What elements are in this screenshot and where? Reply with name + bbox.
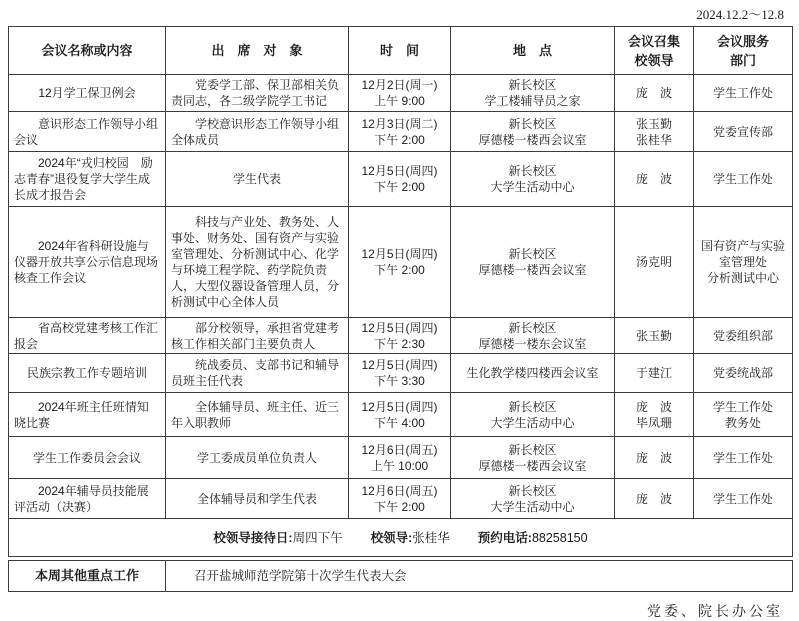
attendees-cell: 全体辅导员和学生代表 bbox=[166, 479, 349, 519]
table-row bbox=[9, 318, 793, 354]
time-cell: 12月3日(周二) 下午 2:00 bbox=[349, 112, 451, 152]
location-cell: 生化教学楼四楼西会议室 bbox=[451, 354, 615, 393]
location-cell: 新长校区 厚德楼一楼西会议室 bbox=[451, 207, 615, 318]
departments-cell: 学生工作处 bbox=[694, 479, 793, 519]
table-row bbox=[9, 393, 793, 437]
column-header: 时 间 bbox=[349, 27, 451, 75]
location-cell: 新长校区 大学生活动中心 bbox=[451, 152, 615, 207]
reception-row bbox=[9, 519, 793, 557]
table-row bbox=[9, 75, 793, 112]
attendees-cell: 全体辅导员、班主任、近三年入职教师 bbox=[166, 393, 349, 437]
leaders-cell: 汤克明 bbox=[615, 207, 694, 318]
time-cell: 12月5日(周四) 下午 2:00 bbox=[349, 207, 451, 318]
leaders-cell: 张玉勤 张桂华 bbox=[615, 112, 694, 152]
leaders-cell: 张玉勤 bbox=[615, 318, 694, 354]
meeting-name-cell: 省高校党建考核工作汇报会 bbox=[9, 318, 166, 354]
meeting-rows bbox=[9, 75, 793, 519]
leaders-cell: 庞 波 bbox=[615, 437, 694, 479]
table-row bbox=[9, 479, 793, 519]
location-cell: 新长校区 厚德楼一楼东会议室 bbox=[451, 318, 615, 354]
column-header: 地 点 bbox=[451, 27, 615, 75]
location-cell: 新长校区 学工楼辅导员之家 bbox=[451, 75, 615, 112]
meeting-name-cell: 民族宗教工作专题培训 bbox=[9, 354, 166, 393]
table-row bbox=[9, 112, 793, 152]
issuing-office: 党委、院长办公室 bbox=[647, 603, 783, 619]
other-work-content: 召开盐城师范学院第十次学生代表大会 bbox=[166, 561, 793, 592]
departments-cell: 党委宣传部 bbox=[694, 112, 793, 152]
other-work-label: 本周其他重点工作 bbox=[9, 561, 166, 592]
meeting-name-cell: 2024年省科研设施与仪器开放共享公示信息现场核查工作会议 bbox=[9, 207, 166, 318]
departments-cell: 学生工作处 bbox=[694, 152, 793, 207]
attendees-cell: 部分校领导，承担省党建考核工作相关部门主要负责人 bbox=[166, 318, 349, 354]
table-row bbox=[9, 207, 793, 318]
departments-cell: 学生工作处 教务处 bbox=[694, 393, 793, 437]
column-header: 出 席 对 象 bbox=[166, 27, 349, 75]
attendees-cell: 科技与产业处、教务处、人事处、财务处、国有资产与实验室管理处、分析测试中心、化学与环境工程学院、药学院负责人，大型仪器设备管理人员，分析测试中心全体人员 bbox=[166, 207, 349, 318]
meeting-name-cell: 意识形态工作领导小组会议 bbox=[9, 112, 166, 152]
time-cell: 12月5日(周四) 下午 3:30 bbox=[349, 354, 451, 393]
meeting-schedule-table bbox=[8, 26, 793, 557]
reception-leader-value: 张桂华 bbox=[412, 530, 450, 545]
reception-phone-value: 88258150 bbox=[531, 530, 588, 545]
departments-cell: 党委组织部 bbox=[694, 318, 793, 354]
time-cell: 12月6日(周五) 上午 10:00 bbox=[349, 437, 451, 479]
reception-day-value: 周四下午 bbox=[292, 530, 343, 545]
meeting-name-cell: 学生工作委员会会议 bbox=[9, 437, 166, 479]
column-header: 会议名称或内容 bbox=[9, 27, 166, 75]
header-row bbox=[9, 27, 793, 75]
location-cell: 新长校区 厚德楼一楼西会议室 bbox=[451, 437, 615, 479]
table-row bbox=[9, 354, 793, 393]
reception-info-cell bbox=[9, 519, 793, 557]
departments-cell: 学生工作处 bbox=[694, 437, 793, 479]
location-cell: 新长校区 厚德楼一楼西会议室 bbox=[451, 112, 615, 152]
date-range: 2024.12.2～12.8 bbox=[696, 7, 784, 22]
column-header: 会议召集 校领导 bbox=[615, 27, 694, 75]
leaders-cell: 庞 波 bbox=[615, 152, 694, 207]
departments-cell: 党委统战部 bbox=[694, 354, 793, 393]
time-cell: 12月5日(周四) 下午 4:00 bbox=[349, 393, 451, 437]
meeting-name-cell: 2024年“戎归校园 励志青春”退役复学大学生成长成才报告会 bbox=[9, 152, 166, 207]
table-row bbox=[9, 152, 793, 207]
reception-day-label: 校领导接待日: bbox=[213, 530, 293, 545]
leaders-cell: 庞 波 bbox=[615, 75, 694, 112]
table-row bbox=[9, 437, 793, 479]
departments-cell: 学生工作处 bbox=[694, 75, 793, 112]
attendees-cell: 学校意识形态工作领导小组全体成员 bbox=[166, 112, 349, 152]
departments-cell: 国有资产与实验室管理处 分析测试中心 bbox=[694, 207, 793, 318]
location-cell: 新长校区 大学生活动中心 bbox=[451, 479, 615, 519]
leaders-cell: 庞 波 bbox=[615, 479, 694, 519]
attendees-cell: 党委学工部、保卫部相关负责同志，各二级学院学工书记 bbox=[166, 75, 349, 112]
reception-phone-label: 预约电话: bbox=[477, 530, 532, 545]
time-cell: 12月2日(周一) 上午 9:00 bbox=[349, 75, 451, 112]
time-cell: 12月5日(周四) 下午 2:30 bbox=[349, 318, 451, 354]
meeting-name-cell: 12月学工保卫例会 bbox=[9, 75, 166, 112]
meeting-name-cell: 2024年辅导员技能展评活动（决赛） bbox=[9, 479, 166, 519]
other-work-row bbox=[9, 561, 793, 592]
location-cell: 新长校区 大学生活动中心 bbox=[451, 393, 615, 437]
attendees-cell: 统战委员、支部书记和辅导员班主任代表 bbox=[166, 354, 349, 393]
reception-leader-label: 校领导: bbox=[370, 530, 413, 545]
attendees-cell: 学工委成员单位负责人 bbox=[166, 437, 349, 479]
leaders-cell: 于建江 bbox=[615, 354, 694, 393]
meeting-name-cell: 2024年班主任班情知晓比赛 bbox=[9, 393, 166, 437]
other-work-table bbox=[8, 560, 793, 592]
column-header: 会议服务 部门 bbox=[694, 27, 793, 75]
time-cell: 12月6日(周五) 下午 2:00 bbox=[349, 479, 451, 519]
attendees-cell: 学生代表 bbox=[166, 152, 349, 207]
time-cell: 12月5日(周四) 下午 2:00 bbox=[349, 152, 451, 207]
leaders-cell: 庞 波 毕凤珊 bbox=[615, 393, 694, 437]
